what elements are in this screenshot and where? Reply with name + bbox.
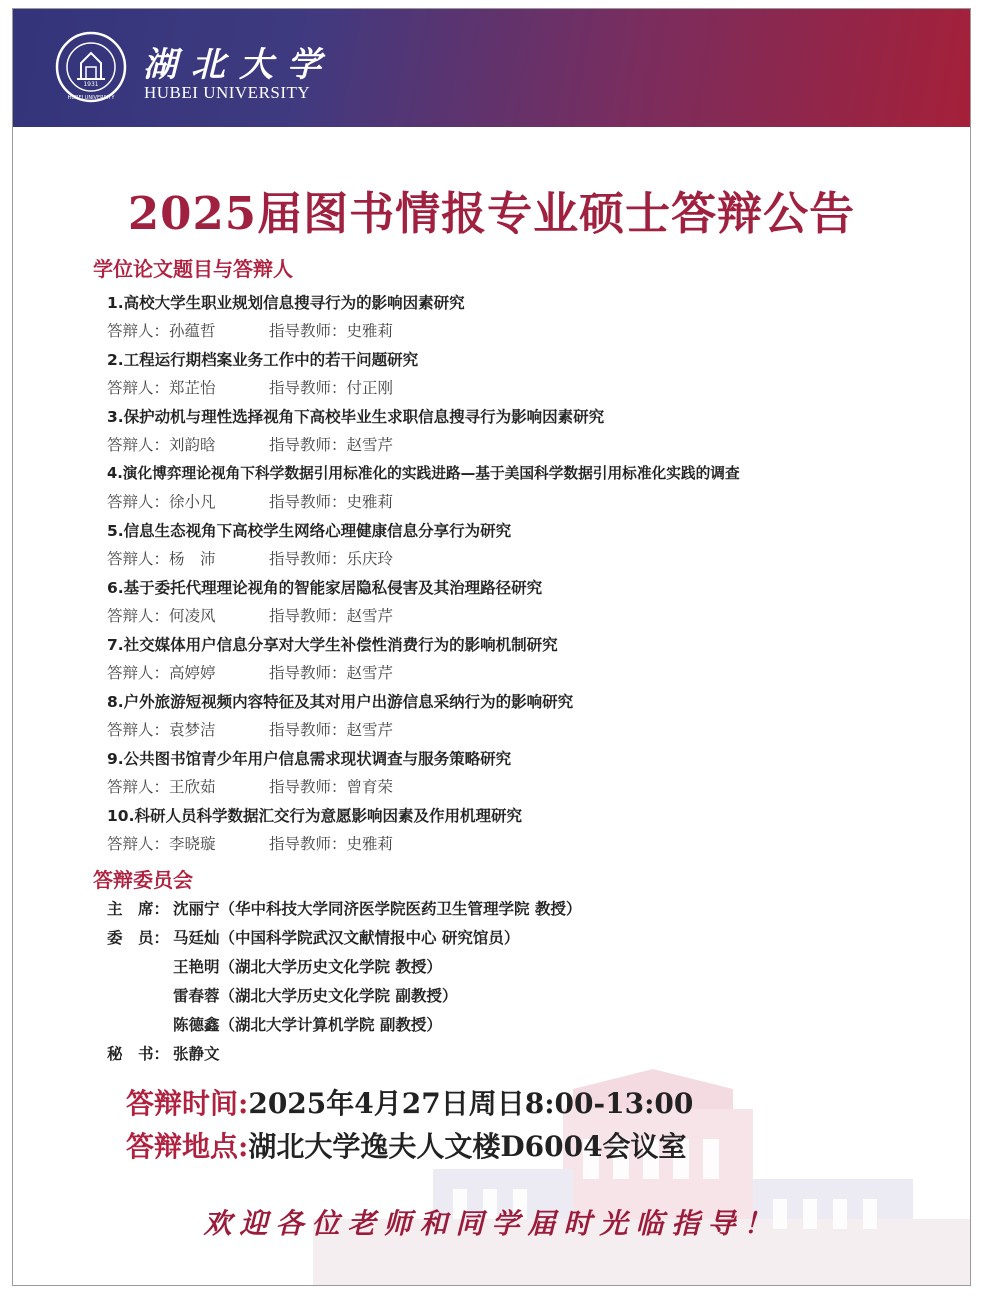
thesis-people: 答辩人：高婷婷 指导教师：赵雪芹	[107, 664, 394, 682]
thesis-title: 4.演化博弈理论视角下科学数据引用标准化的实践进路—基于美国科学数据引用标准化实践的调查	[107, 465, 740, 482]
committee-member: 雷春蓉（湖北大学历史文化学院 副教授）	[173, 987, 458, 1005]
thesis-title: 8.户外旅游短视频内容特征及其对用户出游信息采纳行为的影响研究	[107, 693, 574, 711]
members-label: 委 员：	[107, 929, 170, 947]
welcome-message: 欢迎各位老师和同学届时光临指导！	[203, 1207, 780, 1240]
thesis-people: 答辩人：徐小凡 指导教师：史雅莉	[107, 493, 394, 511]
defense-place	[126, 1125, 687, 1165]
committee-member: 王艳明（湖北大学历史文化学院 教授）	[173, 958, 442, 976]
thesis-people: 答辩人：刘韵晗 指导教师：赵雪芹	[107, 436, 394, 454]
thesis-people: 答辩人：李晓璇 指导教师：史雅莉	[107, 835, 394, 853]
page-title: 2025届图书情报专业硕士答辩公告	[127, 187, 856, 240]
thesis-people: 答辩人：何凌风 指导教师：赵雪芹	[107, 607, 394, 625]
committee-chair: 沈丽宁（华中科技大学同济医学院医药卫生管理学院 教授）	[173, 900, 582, 918]
thesis-title: 7.社交媒体用户信息分享对大学生补偿性消费行为的影响机制研究	[107, 636, 558, 654]
thesis-people: 答辩人：郑芷怡 指导教师：付正刚	[107, 379, 394, 397]
theses-heading: 学位论文题目与答辩人	[93, 257, 293, 281]
seal-year: 1931	[83, 81, 99, 88]
seal-text: HUBEI UNIVERSITY	[67, 95, 115, 101]
thesis-title: 3.保护动机与理性选择视角下高校毕业生求职信息搜寻行为影响因素研究	[107, 408, 605, 426]
defense-place-label: 答辩地点:	[126, 1130, 249, 1163]
chair-label: 主 席：	[107, 900, 170, 918]
committee-member: 陈德鑫（湖北大学计算机学院 副教授）	[173, 1016, 442, 1034]
header-banner	[13, 9, 970, 127]
poster-page	[12, 8, 971, 1286]
thesis-title: 6.基于委托代理理论视角的智能家居隐私侵害及其治理路径研究	[107, 579, 543, 597]
committee-secretary: 张静文	[173, 1045, 220, 1063]
defense-time-value: 2025年4月27日周日8:00-13:00	[248, 1087, 694, 1120]
thesis-title: 1.高校大学生职业规划信息搜寻行为的影响因素研究	[107, 294, 465, 312]
thesis-people: 答辩人：袁梦洁 指导教师：赵雪芹	[107, 721, 394, 739]
secretary-label: 秘 书：	[107, 1045, 170, 1063]
university-seal-icon	[55, 31, 127, 103]
defense-place-value: 湖北大学逸夫人文楼D6004会议室	[248, 1130, 687, 1163]
committee-heading: 答辩委员会	[93, 868, 193, 892]
defense-time	[126, 1082, 693, 1122]
thesis-title: 5.信息生态视角下高校学生网络心理健康信息分享行为研究	[107, 522, 512, 540]
thesis-title: 10.科研人员科学数据汇交行为意愿影响因素及作用机理研究	[107, 807, 522, 825]
logo-english: HUBEI UNIVERSITY	[144, 83, 311, 102]
committee-member: 马廷灿（中国科学院武汉文献情报中心 研究馆员）	[173, 929, 520, 947]
thesis-title: 2.工程运行期档案业务工作中的若干问题研究	[107, 351, 419, 369]
thesis-people: 答辩人：王欣茹 指导教师：曾育荣	[107, 778, 394, 796]
thesis-title: 9.公共图书馆青少年用户信息需求现状调查与服务策略研究	[107, 750, 512, 768]
thesis-people: 答辩人：孙蕴哲 指导教师：史雅莉	[107, 322, 394, 340]
thesis-people: 答辩人：杨 沛 指导教师：乐庆玲	[107, 550, 394, 568]
logo-chinese: 湖北大学	[143, 45, 335, 85]
defense-time-label: 答辩时间:	[126, 1087, 249, 1120]
